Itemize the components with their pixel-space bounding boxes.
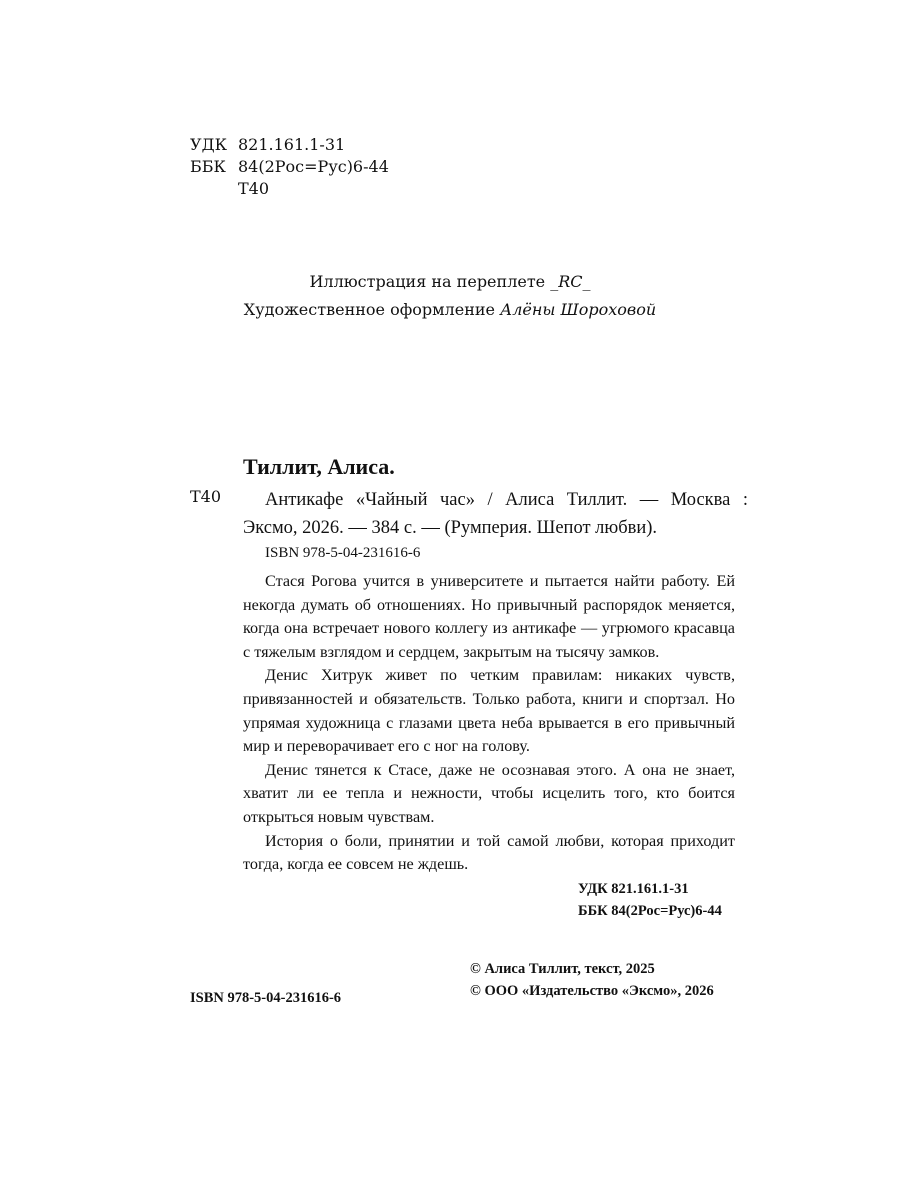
design-name: Алёны Шороховой xyxy=(500,300,657,319)
bbk-row xyxy=(190,156,389,178)
bbk-value: 84(2Рос=Рус)6-44 xyxy=(238,157,389,176)
design-credit xyxy=(0,296,900,324)
annotation-paragraph: Денис Хитрук живет по четким правилам: никаких чувств, привязанностей и обязательств. Только работа, книги и спортзал. Но упрямая художница с глазами цвета неба врывается в его привычный мир и переворачивает его с ног на голову. xyxy=(243,666,735,756)
annotation-paragraph: История о боли, принятии и той самой любви, которая приходит тогда, когда ее совсем не ждешь. xyxy=(243,831,735,874)
title-line-2: Эксмо, 2026. — 384 с. — (Румперия. Шепот любви). xyxy=(243,518,658,538)
illustration-prefix: Иллюстрация на переплете xyxy=(309,272,546,291)
bbk-label: ББК xyxy=(190,157,226,176)
design-prefix: Художественное оформление xyxy=(243,300,495,319)
illustration-credit xyxy=(0,268,900,296)
footer-bbk: ББК 84(2Рос=Рус)6-44 xyxy=(578,903,722,919)
copyright-block xyxy=(470,958,714,1002)
annotation xyxy=(243,570,735,877)
copyright-publisher: © ООО «Издательство «Эксмо», 2026 xyxy=(470,983,714,999)
udk-row xyxy=(190,134,389,156)
annotation-paragraph: Денис тянется к Стасе, даже не осознавая этого. А она не знает, хватит ли ее тепла и нежности, чтобы исцелить того, кто боится открыться новым чувствам. xyxy=(243,760,735,826)
udk-value: 821.161.1-31 xyxy=(238,135,346,154)
isbn-record: ISBN 978-5-04-231616-6 xyxy=(265,545,421,561)
author-mark: Т40 xyxy=(238,179,270,198)
footer-classification xyxy=(578,878,722,922)
classification-block xyxy=(190,134,389,200)
author-heading: Тиллит, Алиса. xyxy=(243,454,395,479)
title-line-1: Антикафе «Чайный час» / Алиса Тиллит. — Москва : xyxy=(265,490,748,510)
annotation-paragraph: Стася Рогова учится в университете и пытается найти работу. Ей некогда думать об отношениях. Но привычный распорядок меняется, когда она встречает нового коллегу из антикафе — угрюмого красавца с тяжелым взглядом и сердцем, закрытым на тысячу замков. xyxy=(243,572,735,661)
footer-udk: УДК 821.161.1-31 xyxy=(578,881,689,897)
isbn-footer: ISBN 978-5-04-231616-6 xyxy=(190,990,342,1006)
credits-block xyxy=(0,268,900,324)
author-code: Т40 xyxy=(190,487,222,506)
illustration-name: _RC_ xyxy=(550,272,591,291)
udk-label: УДК xyxy=(190,135,227,154)
copyright-author: © Алиса Тиллит, текст, 2025 xyxy=(470,961,655,977)
author-mark-row xyxy=(190,178,389,200)
